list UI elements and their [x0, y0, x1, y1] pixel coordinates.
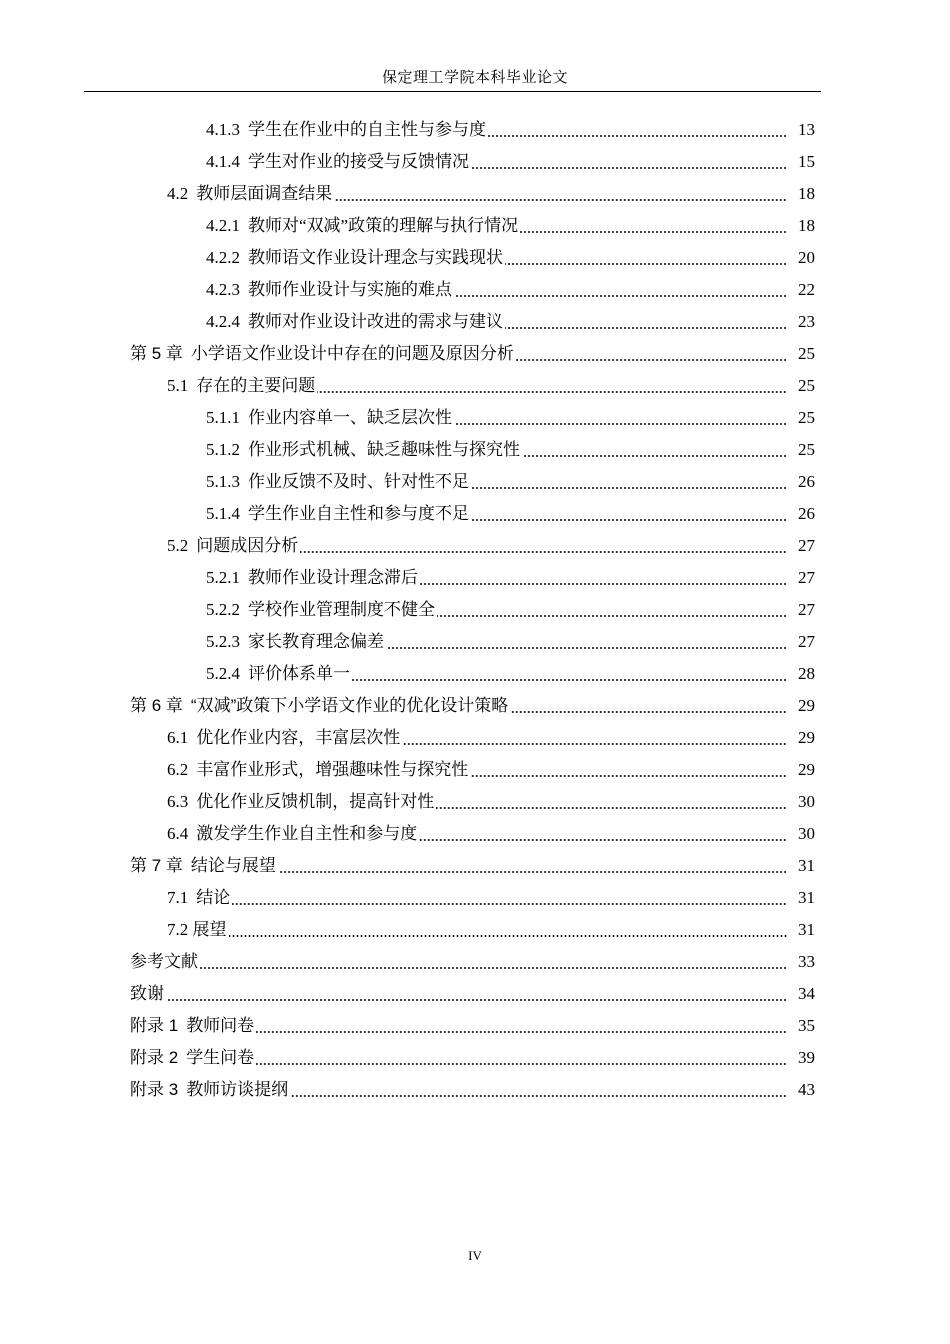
toc-entry-title: 小学语文作业设计中存在的问题及原因分析: [190, 344, 514, 363]
toc-entry-label: [130, 983, 164, 1005]
toc-entry-label: [167, 919, 227, 941]
toc-entry[interactable]: [0, 818, 950, 850]
page-number: IV: [468, 1248, 482, 1263]
toc-entry-label: [206, 311, 503, 333]
toc-entry[interactable]: [0, 1010, 950, 1042]
toc-entry-label: [130, 1015, 254, 1037]
toc-entry-label: [167, 375, 315, 397]
toc-entry-label: [206, 279, 452, 301]
toc-entry-label: [130, 1047, 254, 1069]
toc-entry-number: 6.3: [167, 792, 189, 811]
toc-entry-page: 33: [798, 952, 815, 971]
toc-entry-page: 13: [798, 120, 815, 139]
toc-entry-label: [130, 855, 276, 877]
toc-entry-page: 18: [798, 184, 815, 203]
toc-entry[interactable]: [0, 210, 950, 242]
toc-entry-label: [206, 663, 350, 685]
toc-entry-title: “双减”政策下小学语文作业的优化设计策略: [190, 696, 509, 715]
toc-entry-number: 附录 1: [130, 1016, 179, 1035]
toc-entry-title: 作业反馈不及时、针对性不足: [248, 472, 469, 491]
toc-entry-title: 教师作业设计理念滞后: [248, 568, 418, 587]
toc-entry-label: [206, 503, 469, 525]
toc-entry[interactable]: [0, 914, 950, 946]
toc-entry-page: 27: [798, 600, 815, 619]
toc-entry[interactable]: [0, 626, 950, 658]
toc-entry-title: 丰富作业形式，增强趣味性与探究性: [196, 760, 469, 779]
dot-leader: [471, 487, 787, 489]
toc-entry-title: 学校作业管理制度不健全: [248, 600, 435, 619]
toc-entry-title: 作业内容单一、缺乏层次性: [248, 408, 452, 427]
dot-leader: [436, 807, 787, 809]
toc-entry[interactable]: [0, 370, 950, 402]
toc-entry-number: 5.2.2: [206, 600, 240, 619]
toc-entry-number: 第 6 章: [130, 696, 183, 715]
toc-entry-page: 29: [798, 728, 815, 747]
toc-entry-page: 26: [798, 472, 815, 491]
dot-leader: [510, 711, 787, 713]
toc-entry-number: 6.1: [167, 728, 189, 747]
toc-entry-label: [206, 631, 384, 653]
dot-leader: [419, 839, 787, 841]
toc-entry-title: 教师作业设计与实施的难点: [248, 280, 452, 299]
dot-leader: [522, 455, 787, 457]
toc-entry[interactable]: [0, 338, 950, 370]
toc-entry-label: [167, 791, 434, 813]
dot-leader: [471, 167, 787, 169]
toc-entry[interactable]: [0, 1074, 950, 1106]
dot-leader: [232, 903, 787, 905]
dot-leader: [488, 135, 787, 137]
running-header: 保定理工学院本科毕业论文: [381, 70, 568, 86]
toc-entry-title: 存在的主要问题: [196, 376, 316, 395]
toc-entry-title: 激发学生作业自主性和参与度: [196, 824, 418, 843]
toc-entry-page: 31: [798, 856, 815, 875]
toc-entry-page: 27: [798, 568, 815, 587]
toc-entry[interactable]: [0, 466, 950, 498]
toc-entry-label: [206, 599, 435, 621]
toc-entry[interactable]: [0, 114, 950, 146]
toc-entry-number: 4.2.2: [206, 248, 240, 267]
toc-entry-title: 7.2 展望: [167, 920, 227, 939]
dot-leader: [278, 871, 787, 873]
toc-entry-page: 27: [798, 536, 815, 555]
toc-entry-page: 28: [798, 664, 815, 683]
toc-entry-label: [130, 1079, 288, 1101]
toc-entry-title: 致谢: [130, 984, 164, 1003]
toc-entry-label: [206, 567, 418, 589]
toc-entry-label: [206, 215, 518, 237]
toc-entry-page: 25: [798, 440, 815, 459]
toc-entry-page: 43: [798, 1080, 815, 1099]
dot-leader: [471, 519, 787, 521]
dot-leader: [256, 1031, 787, 1033]
toc-entry-page: 30: [798, 792, 815, 811]
toc-entry-page: 25: [798, 408, 815, 427]
dot-leader: [505, 327, 787, 329]
toc-entry-page: 34: [798, 984, 815, 1003]
toc-entry-title: 教师对作业设计改进的需求与建议: [248, 312, 503, 331]
toc-entry-title: 学生作业自主性和参与度不足: [248, 504, 469, 523]
toc-entry-label: [206, 119, 486, 141]
dot-leader: [386, 647, 787, 649]
toc-entry-number: 4.2.4: [206, 312, 240, 331]
toc-entry-number: 5.2.3: [206, 632, 240, 651]
toc-entry[interactable]: [0, 850, 950, 882]
toc-entry[interactable]: [0, 1042, 950, 1074]
toc-entry-label: [130, 951, 198, 973]
toc-entry-number: 4.1.3: [206, 120, 240, 139]
toc-entry-page: 35: [798, 1016, 815, 1035]
dot-leader: [402, 743, 787, 745]
toc-entry-page: 26: [798, 504, 815, 523]
toc-entry-title: 结论与展望: [190, 856, 276, 875]
toc-entry-number: 5.1.2: [206, 440, 240, 459]
toc-entry-number: 5.2.4: [206, 664, 240, 683]
dot-leader: [229, 935, 788, 937]
toc-entry-title: 优化作业反馈机制，提高针对性: [196, 792, 435, 811]
toc-entry-page: 20: [798, 248, 815, 267]
toc-entry-page: 31: [798, 920, 815, 939]
toc-entry[interactable]: [0, 530, 950, 562]
toc-entry-label: [167, 887, 230, 909]
toc-entry-number: 7.1: [167, 888, 189, 907]
toc-entry-label: [206, 407, 452, 429]
dot-leader: [454, 295, 787, 297]
toc-entry-page: 39: [798, 1048, 815, 1067]
toc-entry[interactable]: [0, 658, 950, 690]
toc-entry-page: 29: [798, 696, 815, 715]
toc-entry-number: 5.2.1: [206, 568, 240, 587]
dot-leader: [290, 1095, 787, 1097]
toc-entry-label: [130, 343, 514, 365]
toc-entry[interactable]: [0, 178, 950, 210]
toc-entry-number: 4.1.4: [206, 152, 240, 171]
dot-leader: [256, 1063, 787, 1065]
toc-entry[interactable]: [0, 882, 950, 914]
toc-entry-title: 教师语文作业设计理念与实践现状: [248, 248, 503, 267]
dot-leader: [166, 999, 787, 1001]
toc-entry[interactable]: [0, 594, 950, 626]
dot-leader: [334, 199, 787, 201]
dot-leader: [200, 967, 787, 969]
toc-entry-title: 作业形式机械、缺乏趣味性与探究性: [248, 440, 520, 459]
toc-entry[interactable]: [0, 978, 950, 1010]
toc-entry-page: 25: [798, 344, 815, 363]
dot-leader: [437, 615, 787, 617]
toc-entry-page: 29: [798, 760, 815, 779]
toc-entry-number: 第 5 章: [130, 344, 183, 363]
dot-leader: [317, 391, 787, 393]
table-of-contents: [0, 114, 950, 1106]
toc-entry-number: 附录 2: [130, 1048, 179, 1067]
dot-leader: [300, 551, 787, 553]
toc-entry-page: 18: [798, 216, 815, 235]
toc-entry[interactable]: [0, 690, 950, 722]
toc-entry-number: 5.1.4: [206, 504, 240, 523]
toc-entry[interactable]: [0, 274, 950, 306]
toc-entry-label: [206, 247, 503, 269]
toc-entry[interactable]: [0, 498, 950, 530]
dot-leader: [454, 423, 787, 425]
dot-leader: [352, 679, 787, 681]
toc-entry-number: 4.2.1: [206, 216, 240, 235]
toc-entry-title: 教师对“双减”政策的理解与执行情况: [248, 216, 519, 235]
dot-leader: [470, 775, 787, 777]
header-rule: [84, 91, 821, 92]
toc-entry-page: 22: [798, 280, 815, 299]
toc-entry-number: 5.2: [167, 536, 189, 555]
dot-leader: [420, 583, 787, 585]
toc-entry[interactable]: [0, 562, 950, 594]
toc-entry-label: [167, 727, 400, 749]
toc-entry-number: 5.1: [167, 376, 189, 395]
toc-entry-title: 参考文献: [130, 952, 198, 971]
toc-entry[interactable]: [0, 946, 950, 978]
toc-entry-title: 评价体系单一: [248, 664, 350, 683]
dot-leader: [516, 359, 787, 361]
toc-entry-title: 教师问卷: [186, 1016, 255, 1035]
toc-entry-number: 4.2: [167, 184, 189, 203]
toc-entry-title: 教师访谈提纲: [186, 1080, 289, 1099]
toc-entry[interactable]: [0, 434, 950, 466]
toc-entry-page: 30: [798, 824, 815, 843]
toc-entry[interactable]: [0, 306, 950, 338]
toc-entry[interactable]: [0, 754, 950, 786]
dot-leader: [505, 263, 787, 265]
toc-entry-title: 学生在作业中的自主性与参与度: [248, 120, 486, 139]
toc-entry-number: 6.2: [167, 760, 189, 779]
toc-entry-number: 5.1.1: [206, 408, 240, 427]
toc-entry-page: 23: [798, 312, 815, 331]
toc-entry-title: 优化作业内容，丰富层次性: [196, 728, 401, 747]
toc-entry[interactable]: [0, 722, 950, 754]
toc-entry-title: 学生问卷: [186, 1048, 255, 1067]
toc-entry-label: [206, 151, 469, 173]
toc-entry-label: [167, 183, 332, 205]
toc-entry[interactable]: [0, 242, 950, 274]
toc-entry-title: 学生对作业的接受与反馈情况: [248, 152, 469, 171]
toc-entry-label: [206, 439, 520, 461]
toc-entry-number: 4.2.3: [206, 280, 240, 299]
toc-entry-page: 27: [798, 632, 815, 651]
toc-entry-title: 结论: [196, 888, 231, 907]
toc-entry[interactable]: [0, 786, 950, 818]
toc-entry[interactable]: [0, 146, 950, 178]
toc-entry-label: [167, 823, 417, 845]
toc-entry-number: 附录 3: [130, 1080, 179, 1099]
toc-entry-number: 第 7 章: [130, 856, 183, 875]
toc-entry-label: [130, 695, 508, 717]
toc-entry-number: 5.1.3: [206, 472, 240, 491]
toc-entry[interactable]: [0, 402, 950, 434]
toc-entry-page: 15: [798, 152, 815, 171]
toc-entry-label: [206, 471, 469, 493]
toc-entry-label: [167, 759, 468, 781]
toc-entry-title: 教师层面调查结果: [196, 184, 333, 203]
toc-entry-title: 家长教育理念偏差: [248, 632, 384, 651]
toc-entry-page: 25: [798, 376, 815, 395]
toc-entry-number: 6.4: [167, 824, 189, 843]
toc-entry-page: 31: [798, 888, 815, 907]
toc-entry-title: 问题成因分析: [196, 536, 299, 555]
dot-leader: [520, 231, 787, 233]
toc-entry-label: [167, 535, 298, 557]
